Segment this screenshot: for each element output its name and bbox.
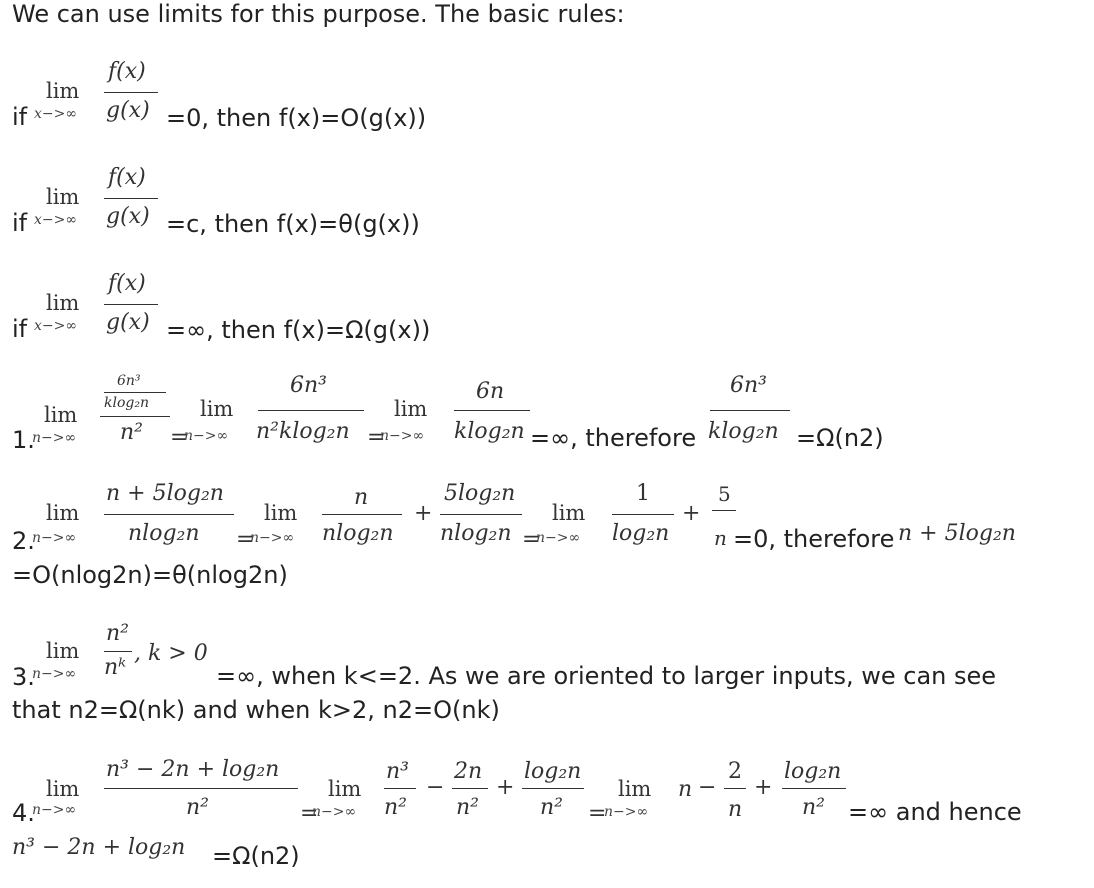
fraction-denominator: n² [540,795,563,820]
lim-operator: lim [46,777,80,801]
fraction-bar [322,514,402,515]
fraction-numerator: 5log₂n [444,481,516,506]
fraction-denominator: n [728,797,743,822]
lim-operator: lim [46,185,80,209]
conclusion-text: that n2=Ω(nk) and when k>2, n2=O(nk) [12,696,500,724]
plus-sign: + [682,501,701,526]
problem-number: 2. [12,527,35,555]
fraction-numerator: 2 [728,759,742,784]
result-text: =Ω(n2) [796,424,884,452]
fraction-numerator: f(x) [108,271,146,296]
fraction-numerator: 5 [718,482,731,506]
fraction-bar [454,410,530,411]
fraction-bar [452,788,488,789]
lim-subscript: x−>∞ [34,212,78,228]
fraction-denominator: n² [802,795,825,820]
fraction-denominator: n²klog₂n [256,419,350,444]
inner-numerator: 6n³ [117,373,141,389]
equals-sign: = [367,425,386,450]
fraction-denominator: g(x) [106,204,150,229]
fraction-bar [612,514,674,515]
lim-subscript: n−>∞ [312,804,357,820]
fraction-bar [710,410,790,411]
inner-denominator: klog₂n [104,395,149,411]
lim-operator: lim [618,777,652,801]
equals-sign: = [170,425,189,450]
rule-conclusion: =∞, then f(x)=Ω(g(x)) [166,316,431,344]
fraction-numerator: log₂n [524,759,582,784]
fraction-bar [100,416,170,417]
lim-operator: lim [394,397,428,421]
fraction-denominator: nlog₂n [128,521,200,546]
variable-n: n [678,777,693,802]
fraction-bar [104,198,158,199]
fraction-bar [104,651,132,652]
fraction-numerator: 6n³ [290,373,327,398]
fraction-numerator: 6n [476,379,505,404]
fraction-numerator: 6n³ [730,373,767,398]
equals-sign: = [588,801,607,826]
conclusion-text: =Ω(n2) [212,842,300,870]
fraction-denominator: klog₂n [708,419,779,444]
equals-sign: = [300,801,319,826]
lim-subscript: n−>∞ [32,666,77,682]
fraction-bar [384,788,416,789]
fraction-numerator: n² [106,621,129,646]
fraction-denominator: g(x) [106,310,150,335]
rule-prefix: if [12,103,28,131]
equals-sign: = [522,527,541,552]
lim-subscript: n−>∞ [32,530,77,546]
plus-sign: + [496,775,515,800]
fraction-denominator: nlog₂n [322,521,394,546]
fraction-bar [104,92,158,93]
fraction-denominator: n² [384,795,407,820]
result-text: =∞, when k<=2. As we are oriented to larger inputs, we can see [216,662,997,690]
fraction-bar [440,514,522,515]
fraction-bar [522,788,584,789]
rule-prefix: if [12,209,28,237]
lim-operator: lim [200,397,234,421]
minus-sign: − [698,775,717,800]
fraction-denominator: klog₂n [454,419,525,444]
lim-subscript: n−>∞ [32,802,77,818]
lim-subscript: n−>∞ [32,430,77,446]
lim-operator: lim [264,501,298,525]
lim-operator: lim [46,291,80,315]
therefore-text: =0, therefore [733,525,895,553]
fraction-numerator: f(x) [108,165,146,190]
plus-sign: + [414,501,433,526]
fraction-numerator: log₂n [784,759,842,784]
lim-subscript: n−>∞ [604,804,649,820]
equals-sign: = [236,527,255,552]
fraction-denominator: n [714,526,727,550]
fraction-numerator: f(x) [108,59,146,84]
lim-subscript: x−>∞ [34,318,78,334]
problem-number: 3. [12,663,35,691]
fraction-bar [724,788,746,789]
lim-operator: lim [44,403,78,427]
lim-operator: lim [552,501,586,525]
plus-sign: + [754,775,773,800]
fraction-denominator: n² [186,795,209,820]
lim-operator: lim [46,79,80,103]
fraction-bar [258,410,364,411]
lim-subscript: x−>∞ [34,106,78,122]
fraction-bar [104,304,158,305]
fraction-bar [104,514,234,515]
rule-conclusion: =0, then f(x)=O(g(x)) [166,104,427,132]
fraction-denominator: n² [120,420,143,445]
inner-fraction-bar [104,392,166,393]
rule-conclusion: =c, then f(x)=θ(g(x)) [166,210,420,238]
therefore-text: =∞, therefore [530,424,697,452]
fraction-denominator: n² [456,795,479,820]
minus-sign: − [426,775,445,800]
fraction-denominator: g(x) [106,98,150,123]
result-expression: n³ − 2n + log₂n [12,835,186,860]
fraction-numerator: n³ [386,759,409,784]
lim-subscript: n−>∞ [380,428,425,444]
fraction-bar [712,510,736,511]
fraction-numerator: 1 [636,481,650,506]
fraction-bar [104,788,298,789]
lim-operator: lim [46,501,80,525]
lim-subscript: n−>∞ [536,530,581,546]
problem-number: 4. [12,799,35,827]
condition-text: , k > 0 [134,641,208,666]
fraction-denominator: nᵏ [104,655,127,680]
lim-subscript: n−>∞ [184,428,229,444]
rule-prefix: if [12,315,28,343]
problem-number: 1. [12,426,35,454]
lim-subscript: n−>∞ [250,530,295,546]
lim-operator: lim [328,777,362,801]
fraction-denominator: log₂n [612,521,670,546]
lim-operator: lim [46,639,80,663]
result-text: =O(nlog2n)=θ(nlog2n) [12,561,288,589]
intro-text: We can use limits for this purpose. The basic rules: [12,0,625,28]
fraction-numerator: 2n [454,759,483,784]
fraction-numerator: n + 5log₂n [106,481,224,506]
fraction-numerator: n³ − 2n + log₂n [106,757,280,782]
fraction-bar [782,788,846,789]
fraction-numerator: n [354,485,369,510]
fraction-denominator: nlog₂n [440,521,512,546]
result-text: =∞ and hence [848,798,1022,826]
result-expression: n + 5log₂n [898,521,1016,546]
